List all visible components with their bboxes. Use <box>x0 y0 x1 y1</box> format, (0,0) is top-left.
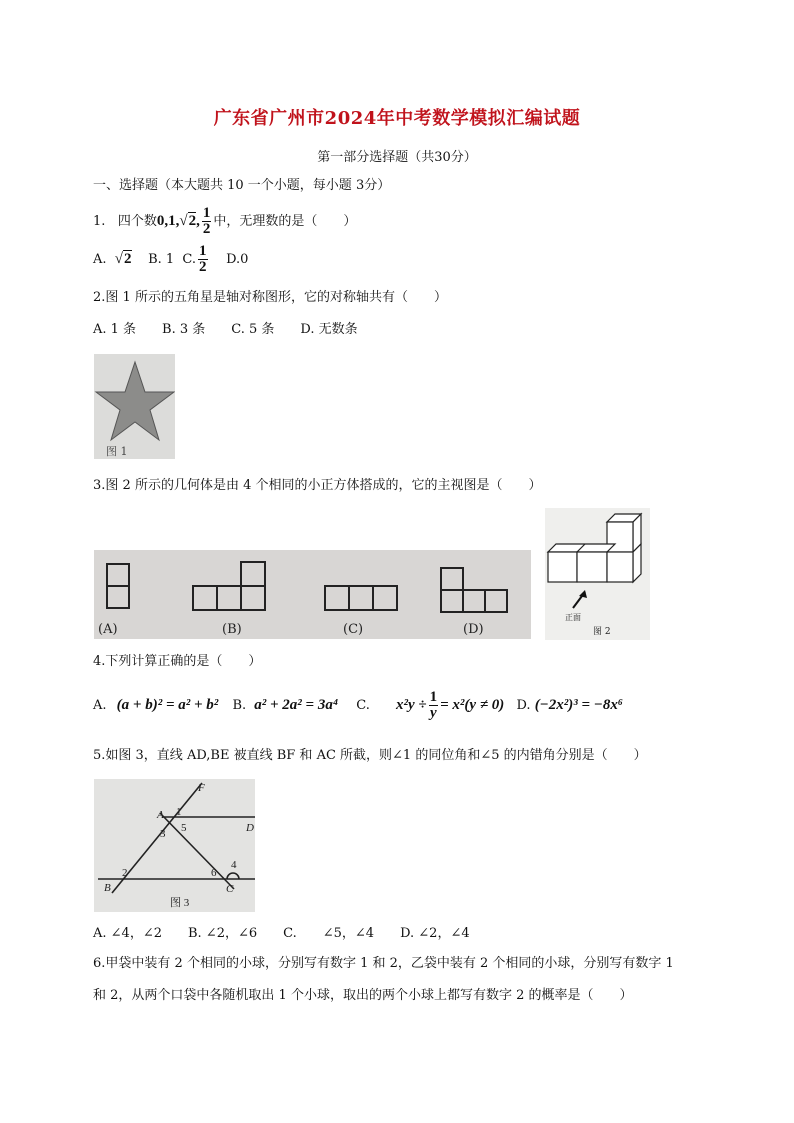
q4-option-a-label: A. <box>93 698 107 713</box>
q3-options-photo <box>94 550 531 639</box>
q1-number: 1. <box>93 214 106 229</box>
q1-option-a-sqrt: √2 <box>114 251 132 267</box>
q4-option-c-label: C. <box>356 698 370 713</box>
section-heading: 一、选择题（本大题共 10 一个小题，每小题 3分） <box>93 178 391 193</box>
q5-options: A. ∠4，∠2 B. ∠2，∠6 C. ∠5，∠4 D. ∠2，∠4 <box>93 926 470 941</box>
fig3-label-3: 3 <box>160 828 166 840</box>
question-6-line-2: 和 2，从两个口袋中各随机取出 1 个小球，取出的两个小球上都写有数字 2 的概率是（ ） <box>93 988 633 1003</box>
q1-numbers: 0,1, <box>156 213 180 229</box>
fig3-label-c: C <box>226 883 234 895</box>
star-icon <box>94 354 175 459</box>
question-5: 5.如图 3，直线 AD,BE 被直线 BF 和 AC 所截，则∠1 的同位角和∠5 的内错角分别是（ ） <box>93 748 647 763</box>
figure-2-front-label: 正面 <box>565 613 581 622</box>
q4-option-c-right: = x²(y ≠ 0) <box>440 697 505 713</box>
question-6-line-1: 6.甲袋中装有 2 个相同的小球，分别写有数字 1 和 2，乙袋中装有 2 个相同的小球，分别写有数字 1 <box>93 956 674 971</box>
fig3-label-d: D <box>246 822 254 834</box>
fig3-label-4: 4 <box>231 859 237 871</box>
q4-option-c-left: x²y ÷ <box>395 697 427 713</box>
q3-option-a: (A) <box>98 622 118 637</box>
q4-option-d-expr: (−2x²)³ = −8x⁶ <box>534 697 624 713</box>
fig3-label-a: A <box>157 809 164 821</box>
figure-1-star <box>94 354 175 459</box>
fig3-label-f: F <box>198 782 205 794</box>
q4-option-b-label: B. <box>232 698 247 713</box>
q1-option-c-fraction: $\frac{1}{2}$ <box>199 243 207 275</box>
q1-prefix: 四个数 <box>117 214 157 229</box>
figure-2-cubes <box>545 508 650 640</box>
fig3-label-b: B <box>104 882 111 894</box>
question-1: 1. 四个数0,1,√2, $\frac{1}{2}$ 中，无理数的是（ ） <box>93 205 357 237</box>
q3-option-d: (D) <box>463 622 484 637</box>
figure-1-label: 图 1 <box>106 445 128 458</box>
q1-sqrt: √2 <box>179 213 197 229</box>
q2-options: A. 1 条 B. 3 条 C. 5 条 D. 无数条 <box>93 322 358 337</box>
part-heading: 第一部分选择题（共30分） <box>317 150 477 165</box>
q1-option-a-label: A. <box>93 252 107 267</box>
question-4: 4.下列计算正确的是（ ） <box>93 654 262 669</box>
figure-2-label: 图 2 <box>593 627 611 637</box>
question-3: 3.图 2 所示的几何体是由 4 个相同的小正方体搭成的，它的主视图是（ ） <box>93 478 542 493</box>
q3-option-b: (B) <box>222 622 242 637</box>
q4-options <box>93 690 623 726</box>
q1-options <box>93 244 248 275</box>
q4-option-a-expr: (a + b)² = a² + b² <box>116 697 219 713</box>
q4-option-c-fraction: $\frac{1}{y}$ <box>429 689 438 721</box>
q3-option-c: (C) <box>343 622 364 637</box>
fig3-label-6: 6 <box>211 867 217 879</box>
fig3-label-2: 2 <box>122 867 128 879</box>
page-title: 广东省广州市2024年中考数学模拟汇编试题 <box>213 108 581 129</box>
fig3-label-5: 5 <box>181 822 187 834</box>
q1-option-b: B. 1 <box>148 252 175 267</box>
q4-option-b-expr: a² + 2a² = 3a⁴ <box>254 697 339 713</box>
q1-option-d: D.0 <box>226 252 249 267</box>
q1-fraction: $\frac{1}{2}$ <box>202 205 211 237</box>
question-2: 2.图 1 所示的五角星是轴对称图形，它的对称轴共有（ ） <box>93 290 447 305</box>
q4-option-d-label: D. <box>516 698 531 713</box>
figure-3-lines <box>94 779 255 912</box>
figure-3-label: 图 3 <box>170 897 190 909</box>
fig3-label-1: 1 <box>176 806 182 818</box>
q1-option-c-label: C. <box>182 252 197 267</box>
q1-suffix: 中，无理数的是（ ） <box>213 214 357 229</box>
